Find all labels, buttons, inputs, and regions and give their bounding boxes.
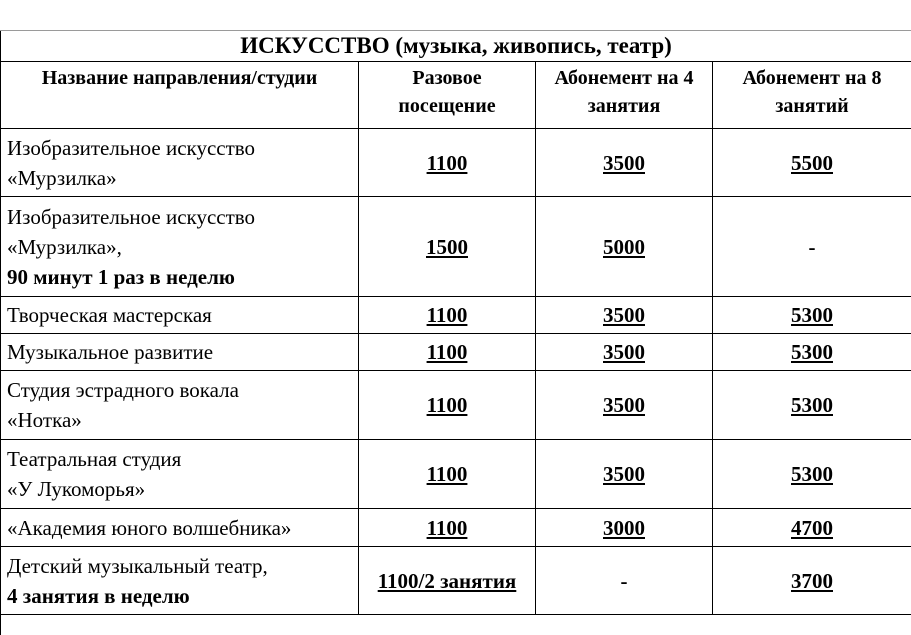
table-row <box>1 509 911 547</box>
price-sub8[interactable]: 5300 <box>713 297 911 334</box>
price-sub4[interactable]: 3000 <box>536 509 713 547</box>
header-sub8-line-2: занятий <box>775 95 849 117</box>
row-name-line: «Мурзилка», <box>7 234 122 259</box>
row-name-line: «Мурзилка» <box>7 165 117 190</box>
table-title: ИСКУССТВО (музыка, живопись, театр) <box>1 31 911 62</box>
price-sub8[interactable]: 4700 <box>713 509 911 547</box>
header-sub4-line-2: занятия <box>587 95 661 117</box>
row-name <box>1 334 359 371</box>
table-row <box>1 297 911 334</box>
row-name <box>1 129 359 197</box>
header-sub8-line-1: Абонемент на 8 <box>742 67 882 89</box>
row-name-line: Театральная студия <box>7 447 182 471</box>
price-sub8[interactable]: 5300 <box>713 440 911 509</box>
row-name <box>1 197 359 297</box>
row-name-line: «Нотка» <box>7 408 82 432</box>
price-single[interactable]: 1100 <box>359 129 536 197</box>
price-sub8[interactable]: 5500 <box>713 129 911 197</box>
price-sub4[interactable]: 5000 <box>536 197 713 297</box>
table-title-row <box>1 31 911 62</box>
price-sub4[interactable]: 3500 <box>536 371 713 440</box>
row-name-line: Музыкальное развитие <box>7 340 214 364</box>
table-row <box>1 197 911 297</box>
price-sub8[interactable]: 5300 <box>713 334 911 371</box>
price-single[interactable]: 1100 <box>359 509 536 547</box>
header-single-line-1: Разовое <box>412 67 482 89</box>
price-sub4[interactable]: 3500 <box>536 440 713 509</box>
price-sub8: - <box>713 197 911 297</box>
table-row <box>1 334 911 371</box>
table-header-row <box>1 62 911 129</box>
table-row <box>1 371 911 440</box>
row-name-line: «Академия юного волшебника» <box>7 515 292 540</box>
row-name-line: «У Лукоморья» <box>7 477 146 501</box>
row-name-bold: 90 минут 1 раз в неделю <box>7 264 235 289</box>
row-name-line: Изобразительное искусство <box>7 204 256 229</box>
price-sub8[interactable]: 5300 <box>713 371 911 440</box>
header-sub4-line-1: Абонемент на 4 <box>554 67 694 89</box>
price-sub4[interactable]: 3500 <box>536 334 713 371</box>
header-single <box>359 62 536 129</box>
price-single[interactable]: 1500 <box>359 197 536 297</box>
header-name: Название направления/студии <box>1 62 359 129</box>
row-name <box>1 440 359 509</box>
price-table <box>0 31 911 615</box>
row-name <box>1 371 359 440</box>
row-name-line: Изобразительное искусство <box>7 135 256 160</box>
price-single[interactable]: 1100 <box>359 440 536 509</box>
header-single-line-2: посещение <box>398 95 496 117</box>
table-row <box>1 129 911 197</box>
header-sub8 <box>713 62 911 129</box>
row-name <box>1 509 359 547</box>
row-name-line: Детский музыкальный театр, <box>7 553 268 578</box>
price-sub4[interactable]: 3500 <box>536 297 713 334</box>
price-single[interactable]: 1100/2 занятия <box>359 547 536 615</box>
row-name <box>1 547 359 615</box>
price-sub8[interactable]: 3700 <box>713 547 911 615</box>
table-row <box>1 547 911 615</box>
row-name-line: Творческая мастерская <box>7 303 212 327</box>
price-sub4: - <box>536 547 713 615</box>
price-single[interactable]: 1100 <box>359 371 536 440</box>
price-sub4[interactable]: 3500 <box>536 129 713 197</box>
row-name-line: Студия эстрадного вокала <box>7 378 239 402</box>
row-name-bold: 4 занятия в неделю <box>7 583 190 608</box>
header-sub4 <box>536 62 713 129</box>
table-row <box>1 440 911 509</box>
row-name <box>1 297 359 334</box>
price-single[interactable]: 1100 <box>359 297 536 334</box>
price-single[interactable]: 1100 <box>359 334 536 371</box>
bottom-frame <box>0 614 911 635</box>
